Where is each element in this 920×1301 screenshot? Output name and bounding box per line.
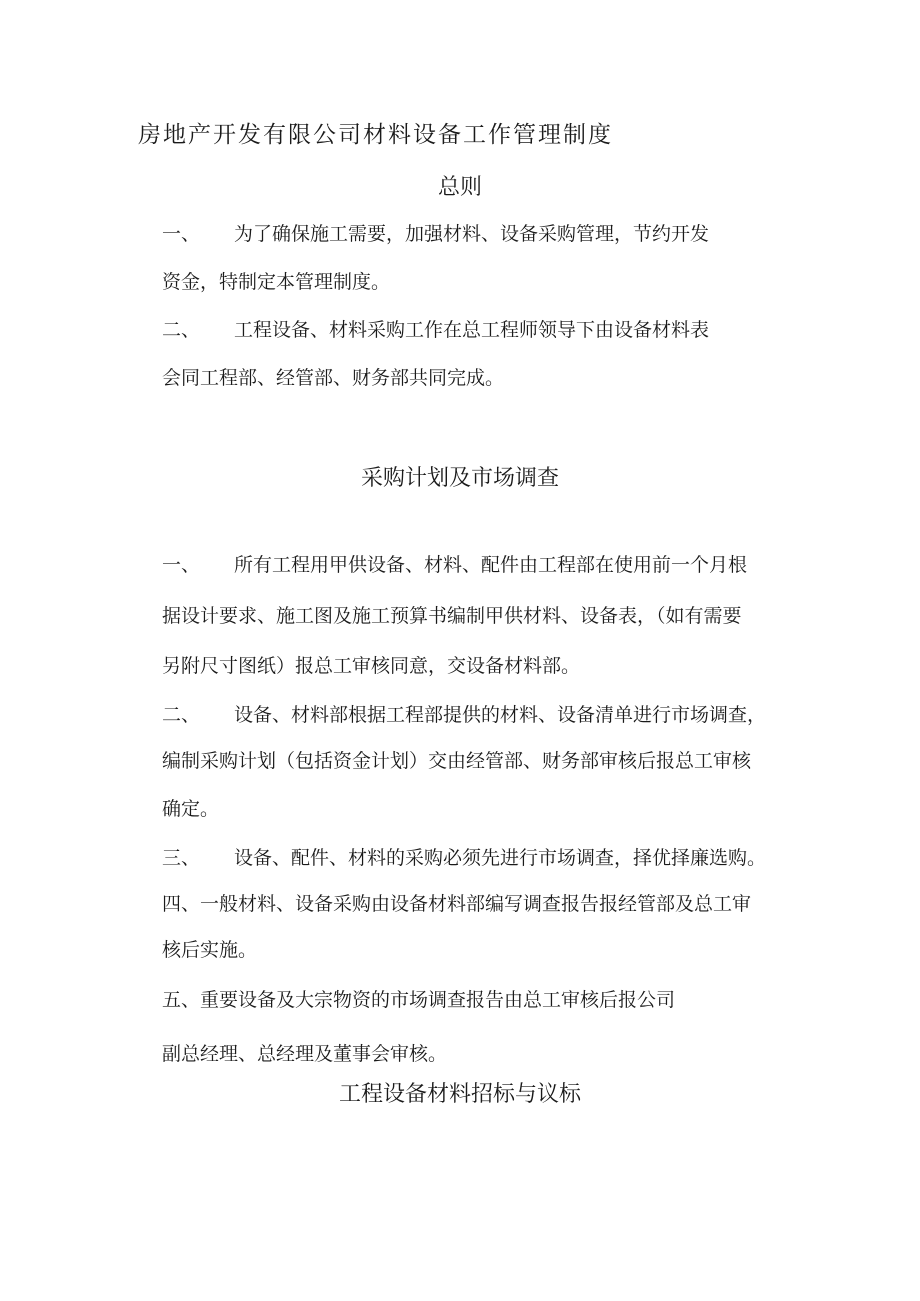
section-heading-bidding: 工程设备材料招标与议标 — [338, 1082, 581, 1107]
paragraph-line: 核后实施。 — [162, 939, 258, 961]
paragraph-line — [162, 700, 766, 727]
paragraph-line: 确定。 — [162, 798, 220, 820]
item-text: 工程设备、材料采购工作在总工程师领导下由设备材料表 — [234, 319, 710, 341]
section-heading-general: 总则 — [437, 175, 482, 200]
paragraph-line: 五、重要设备及大宗物资的市场调查报告由总工审核后报公司 — [162, 989, 676, 1011]
paragraph-line — [162, 315, 709, 342]
item-text: 所有工程用甲供设备、材料、配件由工程部在使用前一个月根 — [234, 554, 748, 576]
paragraph-line: 编制采购计划（包括资金计划）交由经管部、财务部审核后报总工审核 — [162, 750, 752, 772]
paragraph-line: 据设计要求、施工图及施工预算书编制甲供材料、设备表，（如有需要 — [162, 605, 742, 627]
item-text: 设备、配件、材料的采购必须先进行市场调查，择优择廉选购。 — [234, 847, 767, 869]
item-number: 二、 — [162, 704, 201, 726]
item-number: 三、 — [162, 847, 201, 869]
section-heading-procurement: 采购计划及市场调查 — [360, 466, 559, 491]
item-number: 二、 — [162, 319, 201, 341]
paragraph-line — [162, 843, 766, 870]
item-number: 一、 — [162, 554, 201, 576]
item-number: 一、 — [162, 223, 201, 245]
item-text: 设备、材料部根据工程部提供的材料、设备清单进行市场调查， — [234, 704, 767, 726]
item-text: 为了确保施工需要，加强材料、设备采购管理，节约开发 — [234, 223, 710, 245]
paragraph-line: 另附尺寸图纸）报总工审核同意，交设备材料部。 — [162, 655, 581, 677]
paragraph-line: 四、一般材料、设备采购由设备材料部编写调查报告报经管部及总工审 — [162, 893, 752, 915]
document-title: 房地产开发有限公司材料设备工作管理制度 — [138, 122, 613, 148]
paragraph-line — [162, 550, 747, 577]
paragraph-line: 会同工程部、经管部、财务部共同完成。 — [162, 367, 505, 389]
paragraph-line: 资金，特制定本管理制度。 — [162, 271, 391, 293]
paragraph-line — [162, 219, 709, 246]
paragraph-line: 副总经理、总经理及董事会审核。 — [162, 1043, 448, 1065]
